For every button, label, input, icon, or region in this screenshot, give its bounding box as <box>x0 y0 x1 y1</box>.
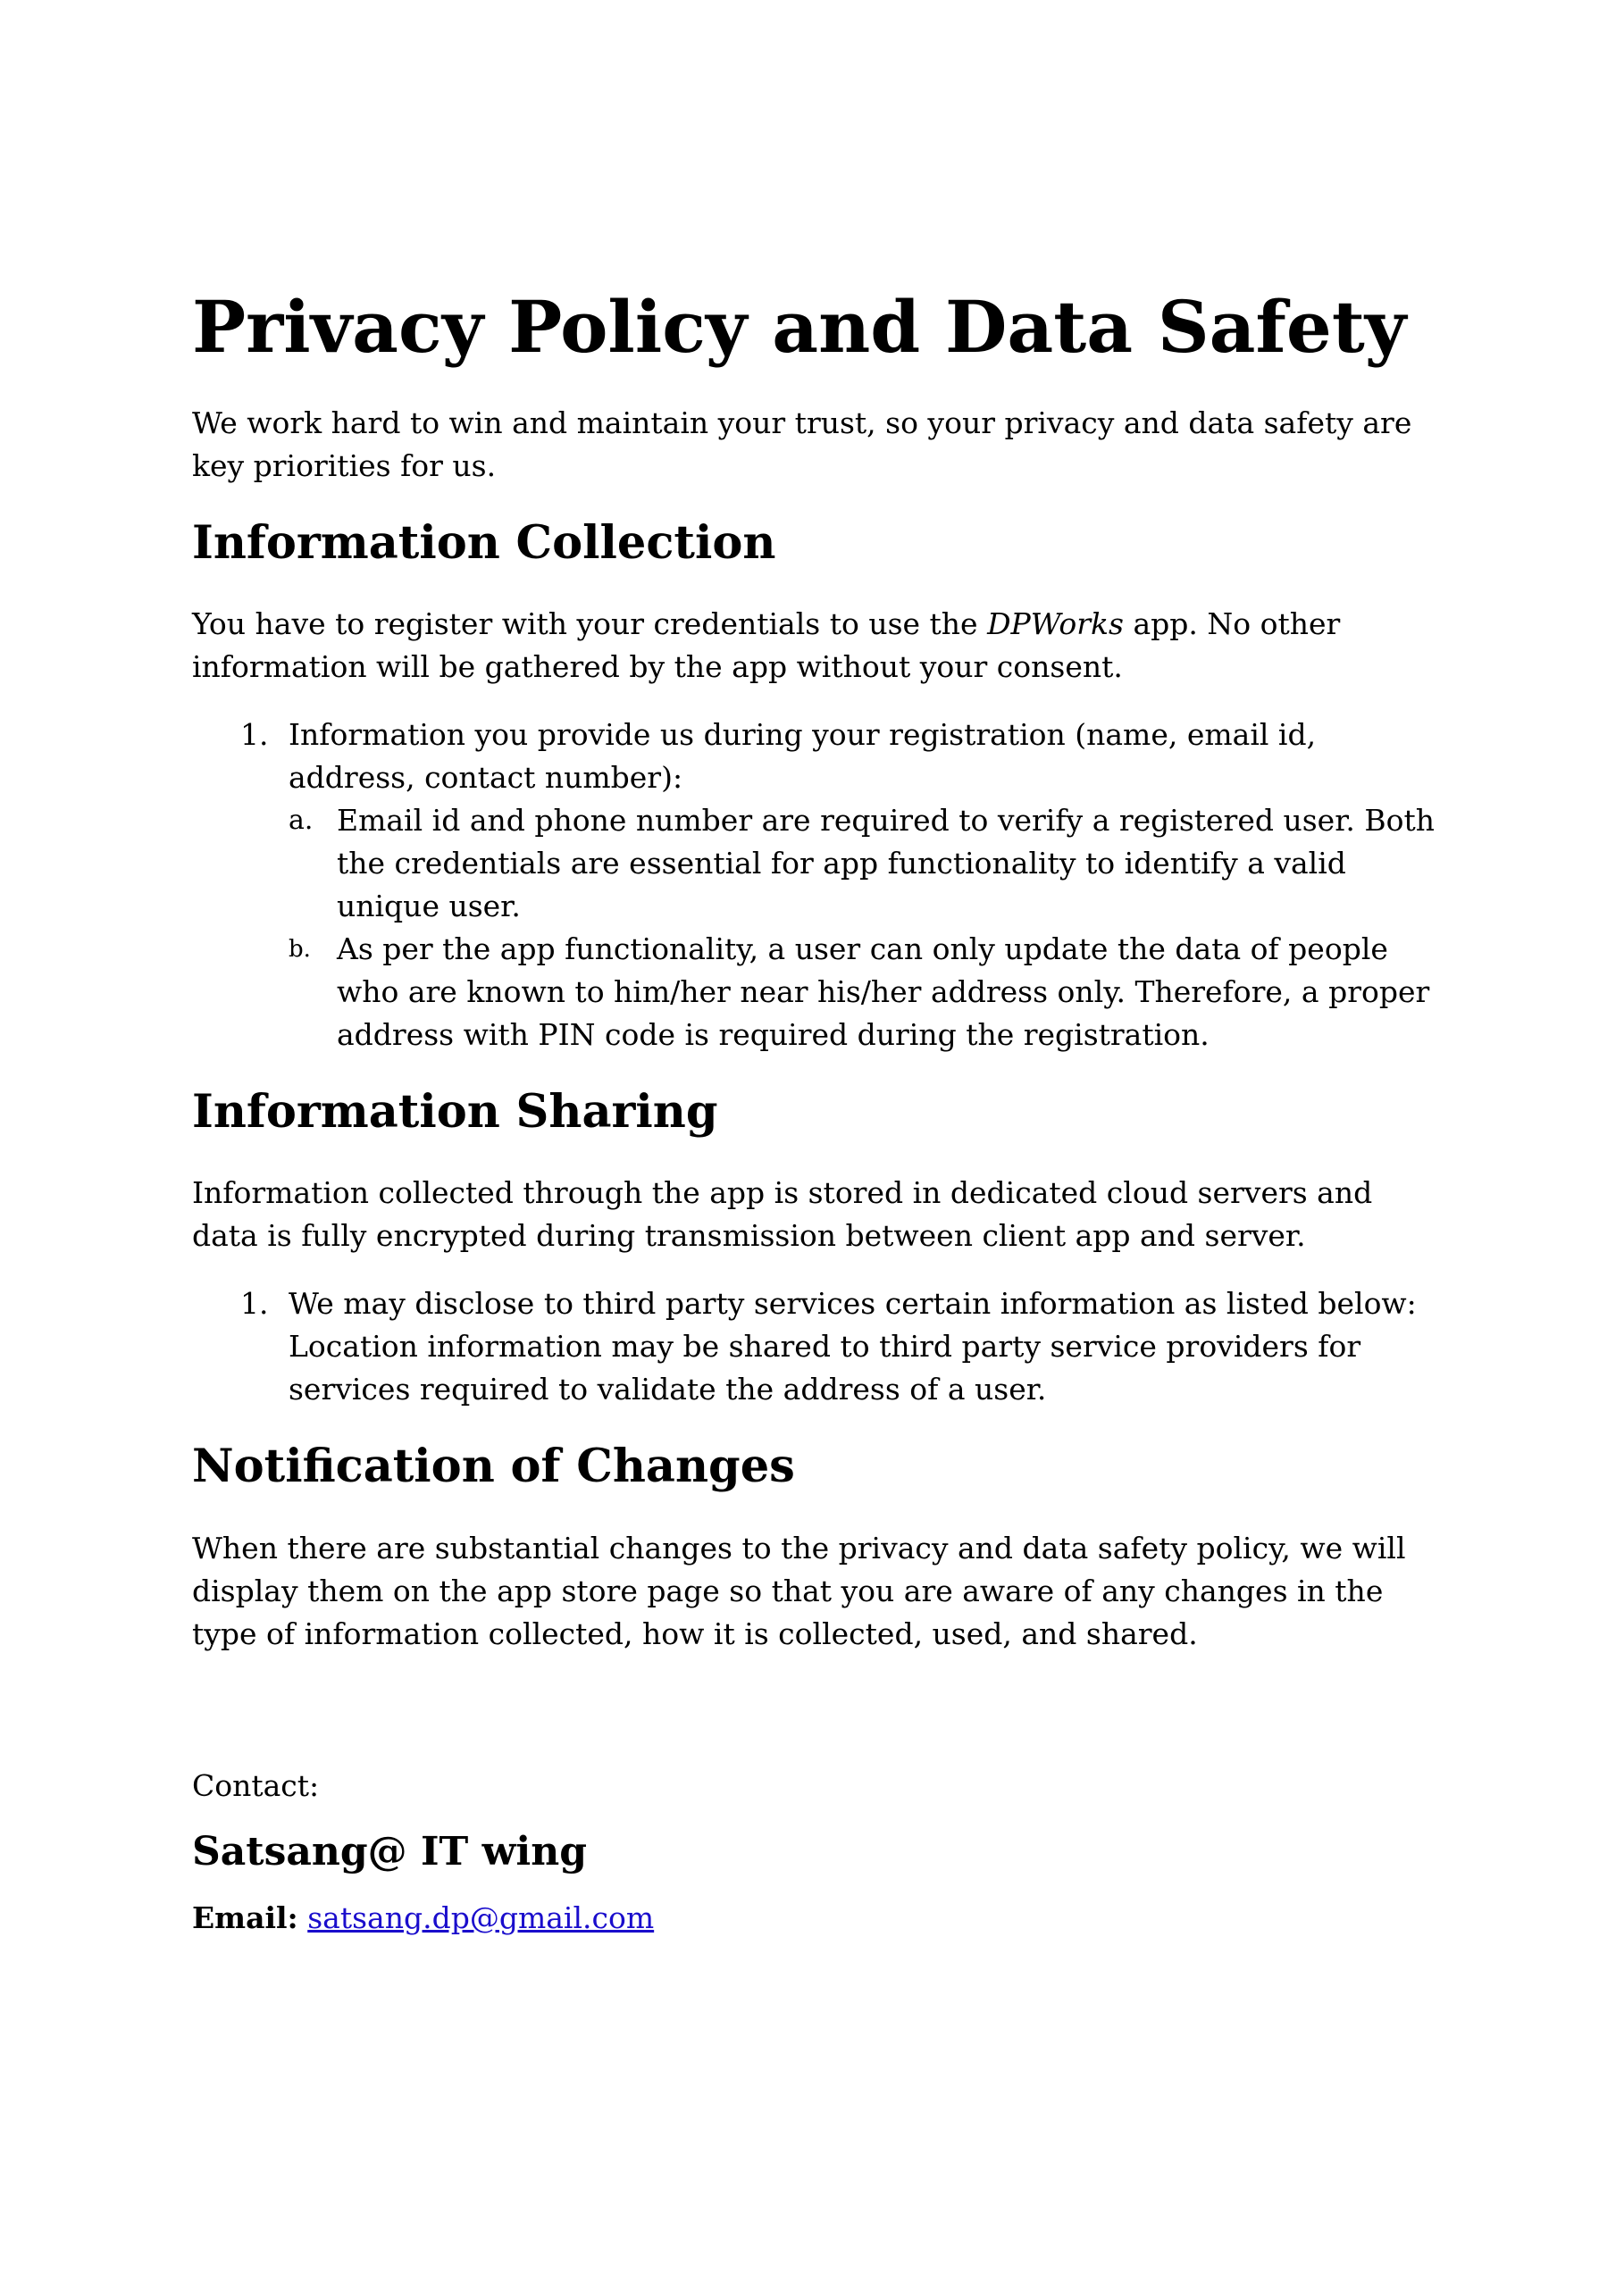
sublist-text: As per the app functionality, a user can only update the data of people who are known to him/her near his/her address only. Therefore, a proper address with PIN code is required during the registration. <box>337 931 1430 1053</box>
list-number: 1. <box>240 1286 269 1322</box>
collection-list <box>192 714 1443 1056</box>
list-number: 1. <box>240 717 269 753</box>
list-item-text: Information you provide us during your registration (name, email id, address, contact number): <box>289 717 1317 796</box>
list-item <box>192 714 1443 1056</box>
sublist-item <box>289 799 1443 928</box>
email-link[interactable]: satsang.dp@gmail.com <box>307 1900 655 1936</box>
sublist-item <box>289 928 1443 1056</box>
contact-label: Contact: <box>192 1767 320 1803</box>
collection-sublist <box>289 799 1443 1056</box>
app-name: DPWorks <box>987 606 1124 642</box>
sublist-letter: b. <box>289 936 311 964</box>
intro-paragraph: We work hard to win and maintain your trust, so your privacy and data safety are key priorities for us. <box>192 405 1412 483</box>
list-item <box>192 1282 1443 1411</box>
section-heading-changes: Notification of Changes <box>192 1440 795 1494</box>
page-title: Privacy Policy and Data Safety <box>192 285 1407 369</box>
sharing-list <box>192 1282 1443 1411</box>
section-heading-sharing: Information Sharing <box>192 1085 718 1140</box>
list-item-text: We may disclose to third party services certain information as listed below: Location information may be shared to third party service providers for services required to validate the address of a user. <box>289 1286 1417 1407</box>
sharing-paragraph: Information collected through the app is stored in dedicated cloud servers and data is fully encrypted during transmission between client app and server. <box>192 1175 1373 1254</box>
organization-name: Satsang@ IT wing <box>192 1828 587 1874</box>
document-page <box>192 284 1443 1940</box>
changes-paragraph: When there are substantial changes to the privacy and data safety policy, we will display them on the app store page so that you are aware of any changes in the type of information collected, how it is collected, used, and shared. <box>192 1530 1406 1651</box>
email-label: Email: <box>192 1900 298 1936</box>
collection-text-after: app. No other information will be gathered by the app without your consent. <box>192 606 1341 685</box>
email-line <box>192 1897 1443 1940</box>
collection-paragraph <box>192 603 1443 689</box>
sublist-letter: a. <box>289 805 314 837</box>
collection-text-before: You have to register with your credentials to use the <box>192 606 988 642</box>
sublist-text: Email id and phone number are required to verify a registered user. Both the credentials are essential for app functionality to identify a valid unique user. <box>337 803 1435 924</box>
list-item-body <box>289 714 1443 1056</box>
section-heading-collection: Information Collection <box>192 516 776 570</box>
